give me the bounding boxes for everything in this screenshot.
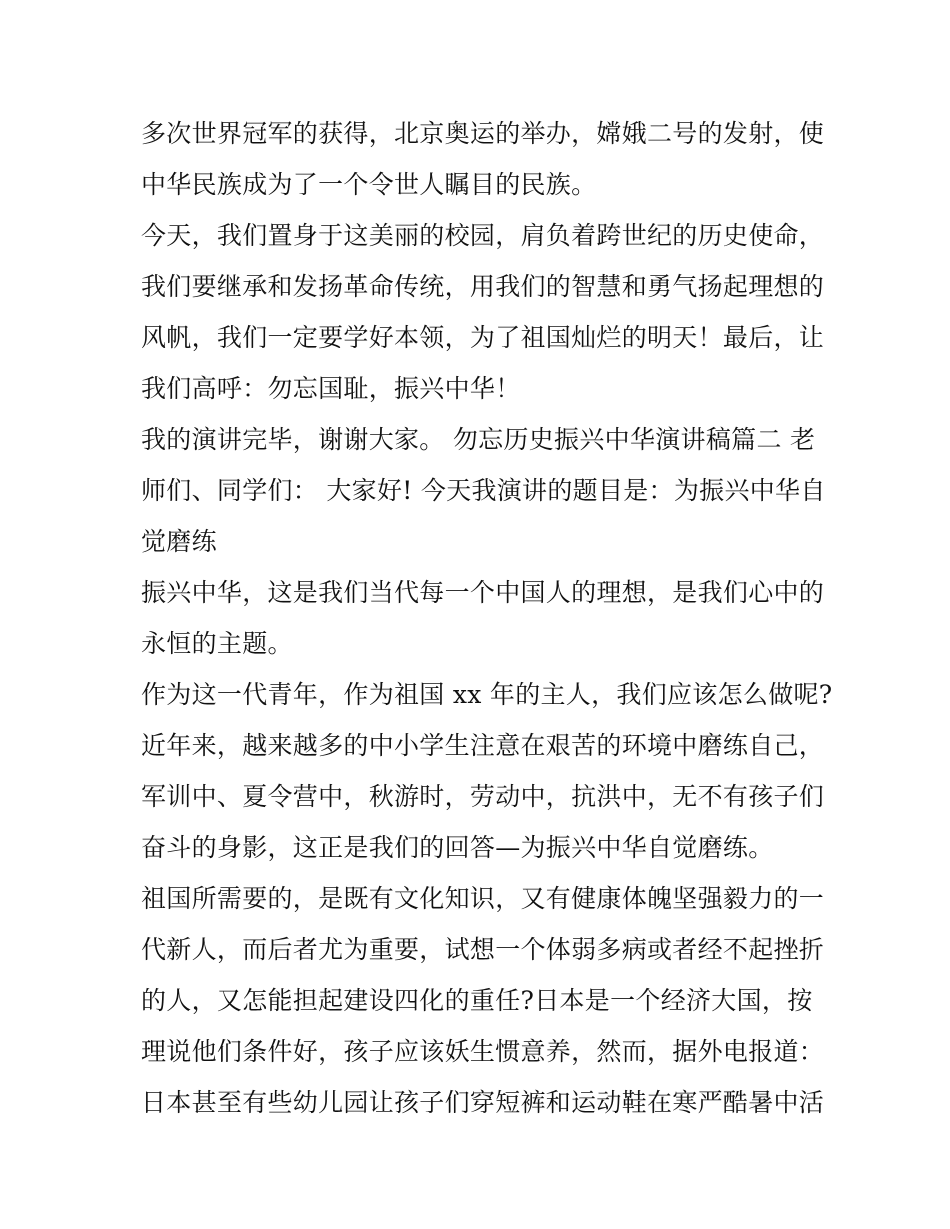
text-line-13: 近年来，越来越多的中小学生注意在艰苦的环境中磨练自己， bbox=[141, 731, 825, 760]
text-line-19: 理说他们条件好，孩子应该妖生惯意养，然而，据外电报道： bbox=[141, 1037, 825, 1066]
text-line-5: 风帆，我们一定要学好本领，为了祖国灿烂的明天！最后，让 bbox=[141, 323, 825, 352]
document-body bbox=[141, 108, 833, 1128]
text-line-8: 师们、同学们： 大家好! 今天我演讲的题目是：为振兴中华自 bbox=[141, 476, 826, 505]
text-line-9: 觉磨练 bbox=[141, 527, 217, 556]
text-line-10: 振兴中华，这是我们当代每一个中国人的理想，是我们心中的 bbox=[141, 578, 825, 607]
text-line-2: 中华民族成为了一个令世人瞩目的民族。 bbox=[141, 170, 597, 199]
text-line-6: 我们高呼：勿忘国耻，振兴中华！ bbox=[141, 374, 521, 403]
text-line-20: 日本甚至有些幼儿园让孩子们穿短裤和运动鞋在寒严酷暑中活 bbox=[141, 1088, 825, 1117]
text-line-12: 作为这一代青年，作为祖国 xx 年的主人，我们应该怎么做呢? bbox=[141, 680, 833, 709]
text-line-14: 军训中、夏令营中，秋游时，劳动中，抗洪中，无不有孩子们 bbox=[141, 782, 825, 811]
text-line-17: 代新人，而后者尤为重要，试想一个体弱多病或者经不起挫折 bbox=[141, 935, 825, 964]
text-line-3: 今天，我们置身于这美丽的校园，肩负着跨世纪的历史使命， bbox=[141, 221, 825, 250]
text-line-7: 我的演讲完毕，谢谢大家。 勿忘历史振兴中华演讲稿篇二 老 bbox=[141, 425, 816, 454]
text-line-4: 我们要继承和发扬革命传统，用我们的智慧和勇气扬起理想的 bbox=[141, 272, 825, 301]
text-line-1: 多次世界冠军的获得，北京奥运的举办，嫦娥二号的发射，使 bbox=[141, 119, 825, 148]
text-line-18: 的人，又怎能担起建设四化的重任?日本是一个经济大国，按 bbox=[141, 986, 813, 1015]
text-line-16: 祖国所需要的，是既有文化知识，又有健康体魄坚强毅力的一 bbox=[141, 884, 825, 913]
text-line-11: 永恒的主题。 bbox=[141, 629, 293, 658]
text-line-15: 奋斗的身影，这正是我们的回答—为振兴中华自觉磨练。 bbox=[141, 833, 774, 862]
